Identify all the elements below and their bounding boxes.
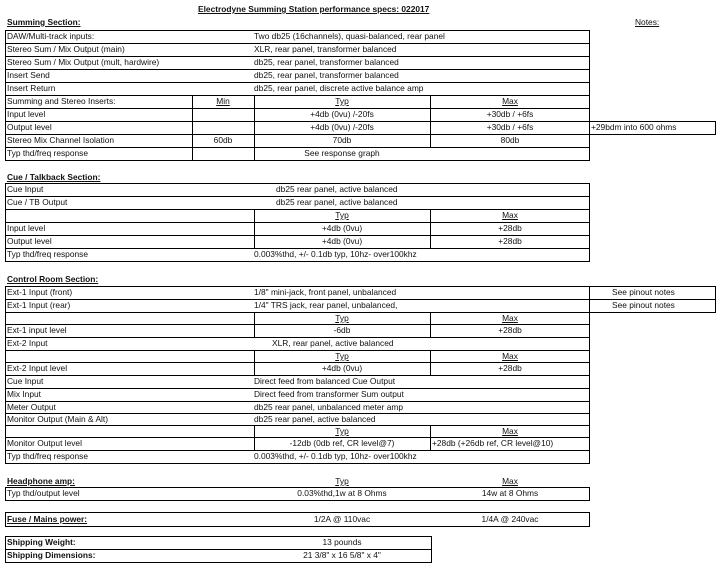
isolation-min: 60db — [213, 135, 233, 145]
summing-typ-header: Typ — [335, 96, 349, 106]
fuse-typ: 1/2A @ 110vac — [313, 514, 371, 524]
shipping-dimensions-value: 21 3/8" x 16 5/8" x 4" — [303, 550, 381, 560]
summing-output-level-typ: +4db (0vu) /-20fs — [310, 122, 374, 132]
headphone-label: Typ thd/output level — [7, 488, 80, 498]
ext1-front-value: 1/8" mini-jack, front panel, unbalanced — [254, 287, 397, 297]
fuse-section-heading: Fuse / Mains power: — [7, 514, 88, 524]
mix-input-value: Direct feed from transformer Sum output — [254, 389, 404, 399]
summing-thd-label: Typ thd/freq response — [7, 148, 89, 158]
ext1-rear-value: 1/4" TRS jack, rear panel, unbalanced, — [254, 300, 398, 310]
headphone-typ: 0.03%thd,1w at 8 Ohms — [297, 488, 387, 498]
summing-output-level-max: +30db / +6fs — [486, 122, 534, 132]
headphone-max: 14w at 8 Ohms — [481, 488, 539, 498]
headphone-max-header: Max — [502, 476, 518, 486]
summing-input-level-label: Input level — [7, 109, 46, 119]
ext2-label: Ext-2 Input — [7, 338, 48, 348]
inserts-label: Summing and Stereo Inserts: — [7, 96, 116, 106]
headphone-typ-header: Typ — [335, 476, 349, 486]
cr-max-header-3: Max — [502, 426, 518, 436]
summing-output-level-note: +29bdm into 600 ohms — [591, 122, 677, 132]
ext2-level-max: +28db — [498, 363, 522, 373]
ext1-front-label: Ext-1 Input (front) — [7, 287, 73, 297]
cr-typ-header-3: Typ — [335, 426, 349, 436]
shipping-weight-label: Shipping Weight: — [7, 537, 76, 547]
cue-output-level-typ: +4db (0vu) — [321, 236, 363, 246]
monitor-output-label: Monitor Output (Main & Alt) — [7, 414, 109, 424]
cue-section-heading: Cue / Talkback Section: — [7, 172, 101, 182]
insert-send-label: Insert Send — [7, 70, 50, 80]
stereo-main-label: Stereo Sum / Mix Output (main) — [7, 44, 125, 54]
mix-input-label: Mix Input — [7, 389, 41, 399]
ext2-level-typ: +4db (0vu) — [321, 363, 363, 373]
cue-input-level-max: +28db — [498, 223, 522, 233]
cr-typ-header-1: Typ — [335, 313, 349, 323]
summing-section-heading: Summing Section: — [7, 17, 81, 27]
cr-max-header-1: Max — [502, 313, 518, 323]
isolation-label: Stereo Mix Channel Isolation — [7, 135, 115, 145]
cue-max-header: Max — [502, 210, 518, 220]
ext1-level-typ: -6db — [333, 325, 351, 335]
summing-max-header: Max — [502, 96, 518, 106]
headphone-section-heading: Headphone amp: — [7, 476, 75, 486]
cue-output-level-max: +28db — [498, 236, 522, 246]
stereo-main-value: XLR, rear panel, transformer balanced — [254, 44, 397, 54]
shipping-weight-value: 13 pounds — [322, 537, 362, 547]
cue-input-level-typ: +4db (0vu) — [321, 223, 363, 233]
cue-input-value: db25 rear panel, active balanced — [276, 184, 398, 194]
control-room-section-heading: Control Room Section: — [7, 274, 99, 284]
stereo-mult-value: db25, rear panel, transformer balanced — [254, 57, 399, 67]
cr-cue-input-value: Direct feed from balanced Cue Output — [254, 376, 396, 386]
ext1-front-note: See pinout notes — [612, 287, 675, 297]
meter-output-label: Meter Output — [7, 402, 56, 412]
ext1-level-max: +28db — [498, 325, 522, 335]
isolation-max: 80db — [500, 135, 520, 145]
ext1-rear-label: Ext-1 Input (rear) — [7, 300, 71, 310]
cue-output-level-label: Output level — [7, 236, 52, 246]
daw-inputs-value: Two db25 (16channels), quasi-balanced, rear panel — [254, 31, 445, 41]
document-title: Electrodyne Summing Station performance specs: 022017 — [198, 4, 430, 14]
monitor-level-max: +28db (+26db ref, CR level@10) — [432, 438, 554, 448]
summing-thd-value: See response graph — [304, 148, 380, 158]
summing-input-level-max: +30db / +6fs — [486, 109, 534, 119]
insert-return-label: Insert Return — [7, 83, 56, 93]
cue-tb-output-value: db25 rear panel, active balanced — [276, 197, 398, 207]
monitor-level-label: Monitor Output level — [7, 438, 82, 448]
cue-typ-header: Typ — [335, 210, 349, 220]
stereo-mult-label: Stereo Sum / Mix Output (mult, hardwire) — [7, 57, 160, 67]
cue-tb-output-label: Cue / TB Output — [7, 197, 68, 207]
cr-thd-value: 0.003%thd, +/- 0.1db typ, 10hz- over100khz — [254, 451, 417, 461]
monitor-output-value: db25 rear panel, active balanced — [254, 414, 376, 424]
ext2-value: XLR, rear panel, active balanced — [272, 338, 394, 348]
cr-typ-header-2: Typ — [335, 351, 349, 361]
summing-input-level-typ: +4db (0vu) /-20fs — [310, 109, 374, 119]
fuse-max: 1/4A @ 240vac — [481, 514, 539, 524]
shipping-dimensions-label: Shipping Dimensions: — [7, 550, 96, 560]
cue-input-level-label: Input level — [7, 223, 46, 233]
notes-header: Notes: — [635, 17, 660, 27]
summing-output-level-label: Output level — [7, 122, 52, 132]
daw-inputs-label: DAW/Multi-track inputs: — [7, 31, 95, 41]
isolation-typ: 70db — [332, 135, 352, 145]
ext2-level-label: Ext-2 Input level — [7, 363, 68, 373]
cr-cue-input-label: Cue Input — [7, 376, 44, 386]
cue-input-label: Cue Input — [7, 184, 44, 194]
summing-min-header: Min — [216, 96, 230, 106]
cr-max-header-2: Max — [502, 351, 518, 361]
cr-thd-label: Typ thd/freq response — [7, 451, 89, 461]
insert-send-value: db25, rear panel, transformer balanced — [254, 70, 399, 80]
meter-output-value: db25 rear panel, unbalanced meter amp — [254, 402, 403, 412]
cue-thd-value: 0.003%thd, +/- 0.1db typ, 10hz- over100khz — [254, 249, 417, 259]
insert-return-value: db25, rear panel, discrete active balance amp — [254, 83, 424, 93]
monitor-level-typ: -12db (0db ref, CR level@7) — [289, 438, 395, 448]
ext1-level-label: Ext-1 input level — [7, 325, 67, 335]
ext1-rear-note: See pinout notes — [612, 300, 675, 310]
cue-thd-label: Typ thd/freq response — [7, 249, 89, 259]
